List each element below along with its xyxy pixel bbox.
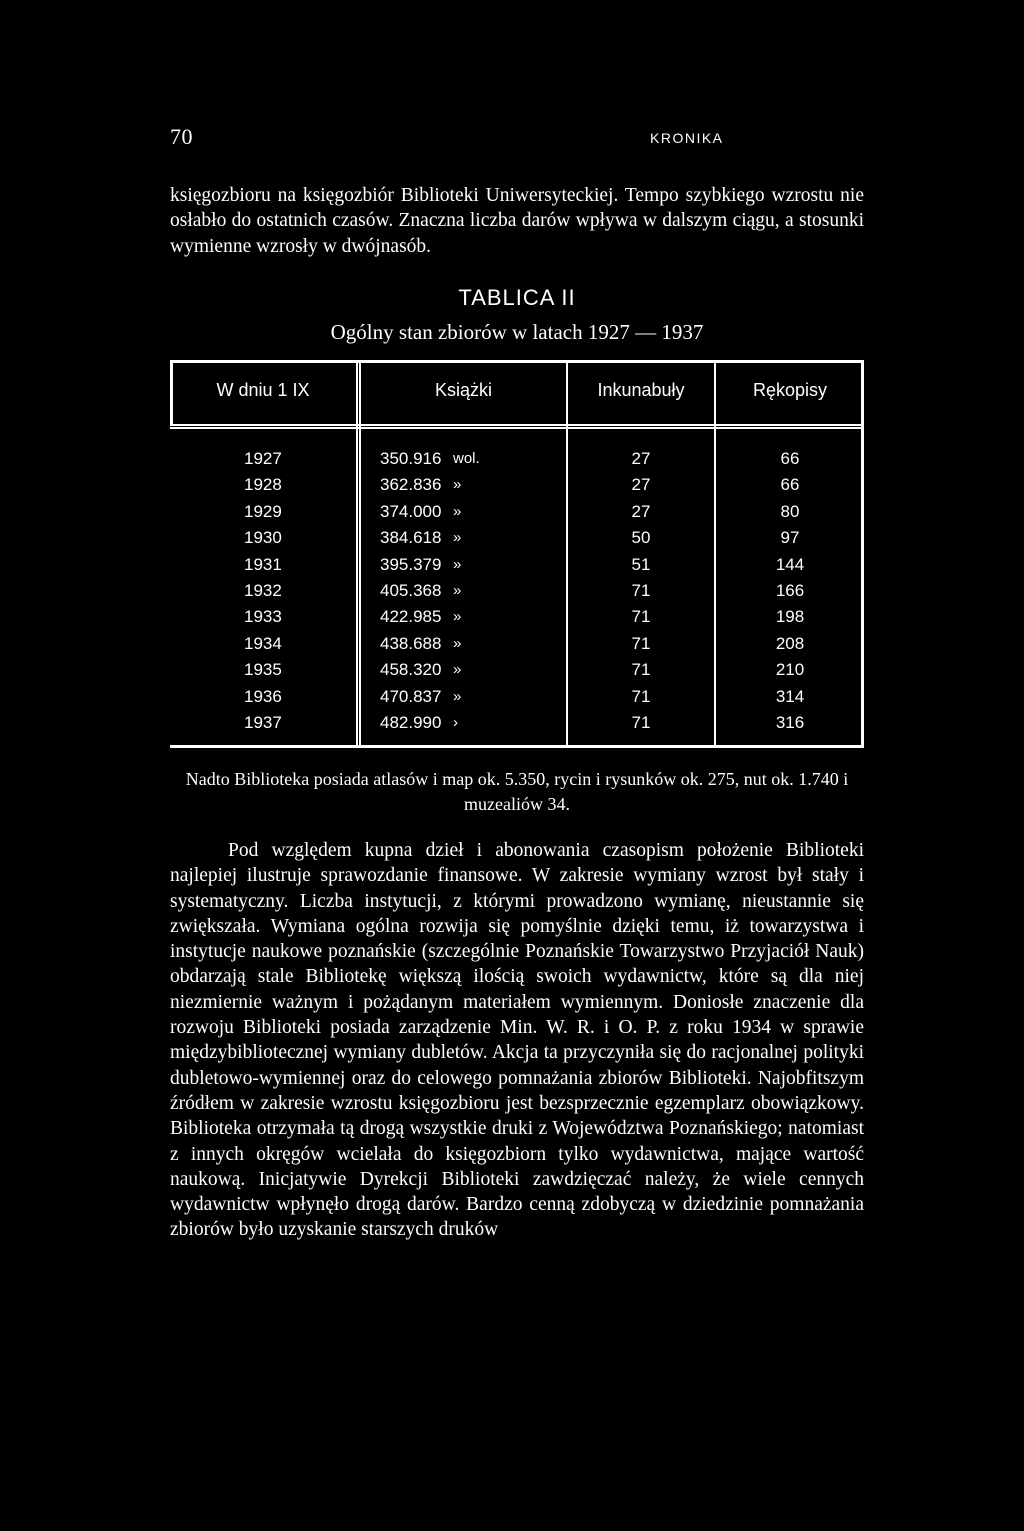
table-row: [170, 631, 864, 657]
cell-incunabula: 71: [631, 712, 651, 732]
cell-unit: »: [453, 476, 462, 494]
table-top-border: [170, 360, 864, 363]
cell-unit: »: [453, 581, 462, 599]
cell-incunabula: 71: [631, 580, 651, 600]
table-row: [170, 604, 864, 630]
cell-incunabula: 27: [631, 475, 651, 495]
page-number: 70: [170, 124, 193, 149]
cell-incunabula: 71: [631, 633, 651, 653]
table-title: Ogólny stan zbiorów w latach 1927 — 1937: [330, 320, 704, 344]
table-number: TABLICA II: [458, 285, 576, 310]
column-header-books: Książki: [434, 380, 492, 400]
table-row: [170, 446, 864, 472]
cell-books: 438.688: [380, 633, 442, 653]
cell-unit: »: [453, 555, 462, 573]
table-row: [170, 499, 864, 525]
cell-manuscripts: 80: [780, 501, 800, 521]
cell-manuscripts: 210: [775, 660, 805, 680]
column-header-incunabula: Inkunabuły: [597, 380, 685, 400]
intro-paragraph: księgozbioru na księgozbiór Biblioteki Uniwersyteckiej. Tempo szybkiego wzrostu nie osłabło do ostatnich czasów. Znaczna liczba darów wpływa w dalszym ciągu, a stosunki wymienne wzrosły w dwójnasób.: [170, 185, 864, 257]
cell-manuscripts: 198: [775, 607, 805, 627]
table-row: [170, 552, 864, 578]
cell-manuscripts: 316: [775, 712, 805, 732]
cell-unit: »: [453, 634, 462, 652]
cell-unit: ›: [453, 713, 458, 731]
cell-books: 350.916: [380, 449, 442, 468]
cell-year: 1936: [244, 686, 282, 706]
cell-unit: »: [453, 529, 462, 547]
running-head: KRONIKA: [650, 130, 724, 146]
cell-incunabula: 71: [631, 660, 651, 680]
table-header-rule: [170, 424, 864, 429]
cell-unit: wol.: [453, 450, 480, 467]
table-row: [170, 472, 864, 498]
cell-year: 1929: [244, 501, 282, 521]
cell-incunabula: 27: [631, 449, 651, 468]
cell-incunabula: 50: [631, 528, 651, 548]
cell-manuscripts: 144: [775, 554, 805, 574]
table-body: [170, 446, 864, 736]
cell-manuscripts: 66: [780, 475, 800, 495]
cell-year: 1928: [244, 475, 282, 495]
table-row: [170, 710, 864, 736]
cell-books: 395.379: [380, 554, 442, 574]
cell-year: 1932: [244, 580, 282, 600]
cell-year: 1933: [244, 607, 282, 627]
cell-year: 1930: [244, 528, 282, 548]
table-row: [170, 525, 864, 551]
cell-year: 1934: [244, 633, 282, 653]
page-header: [170, 124, 864, 156]
cell-books: 374.000: [380, 501, 442, 521]
cell-unit: »: [453, 608, 462, 626]
cell-manuscripts: 208: [775, 633, 805, 653]
cell-manuscripts: 166: [775, 580, 805, 600]
main-paragraph: Pod względem kupna dzieł i abonowania czasopism położenie Biblioteki najlepiej ilustruje sprawozdanie finansowe. W zakresie wymiany wzrost był stały i systematyczny. Liczba instytucji, z którymi prowadzono wymianę, nieustannie się zwiększała. Wymiana ogólna rozwija się pomyślnie dzięki temu, iż towarzystwa i instytucje naukowe poznańskie (szczególnie Poznańskie Towarzystwo Przyjaciół Nauk) obdarzają stale Bibliotekę większą ilością swoich wydawnictw, które są dla niej niezmiernie ważnym i pożądanym materiałem wymiennym. Doniosłe znaczenie dla rozwoju Biblioteki posiada zarządzenie Min. W. R. i O. P. z roku 1934 w sprawie międzybibliotecznej wymiany dubletów. Akcja ta przyczyniła się do racjonalnej polityki dubletowo-wymiennej oraz do celowego pomnażania zbiorów Biblioteki. Najobfitszym źródłem w zakresie wzrostu księgozbioru jest bezsprzecznie egzemplarz obowiązkowy. Biblioteka otrzymała tą drogą wszystkie druki z Województwa Poznańskiego; natomiast z innych okręgów wcielała do księgozbiorn tylko wydawnictwa, mające wartość naukową. Inicjatywie Dyrekcji Biblioteki zawdzięczać należy, że wiele cennych wydawnictw wpłynęło drogą darów. Bardzo cenną zdobyczą w dziedzinie pomnażania zbiorów było uzyskanie starszych druków: [170, 840, 864, 1241]
cell-incunabula: 27: [631, 501, 651, 521]
cell-unit: »: [453, 687, 462, 705]
cell-incunabula: 71: [631, 607, 651, 627]
table-row: [170, 657, 864, 683]
cell-books: 470.837: [380, 686, 442, 706]
cell-manuscripts: 97: [780, 528, 800, 548]
cell-books: 422.985: [380, 607, 442, 627]
cell-incunabula: 71: [631, 686, 651, 706]
cell-year: 1931: [244, 554, 282, 574]
cell-books: 482.990: [380, 712, 442, 732]
cell-unit: »: [453, 661, 462, 679]
table-note: Nadto Biblioteka posiada atlasów i map ok. 5.350, rycin i rysunków ok. 275, nut ok. 1.740 i muzealiów 34.: [185, 769, 849, 814]
table-row: [170, 578, 864, 604]
cell-incunabula: 51: [631, 554, 651, 574]
cell-books: 458.320: [380, 660, 442, 680]
cell-year: 1937: [244, 712, 282, 732]
collections-table: [170, 360, 864, 748]
column-header-date: W dniu 1 IX: [216, 380, 310, 400]
cell-manuscripts: 314: [775, 686, 805, 706]
cell-unit: »: [453, 502, 462, 520]
cell-manuscripts: 66: [780, 449, 800, 468]
cell-year: 1935: [244, 660, 282, 680]
cell-books: 384.618: [380, 528, 442, 548]
column-header-manuscripts: Rękopisy: [752, 380, 828, 400]
table-row: [170, 684, 864, 710]
cell-books: 405.368: [380, 580, 442, 600]
table-bottom-border: [170, 745, 864, 748]
cell-books: 362.836: [380, 475, 442, 495]
cell-year: 1927: [244, 449, 282, 468]
